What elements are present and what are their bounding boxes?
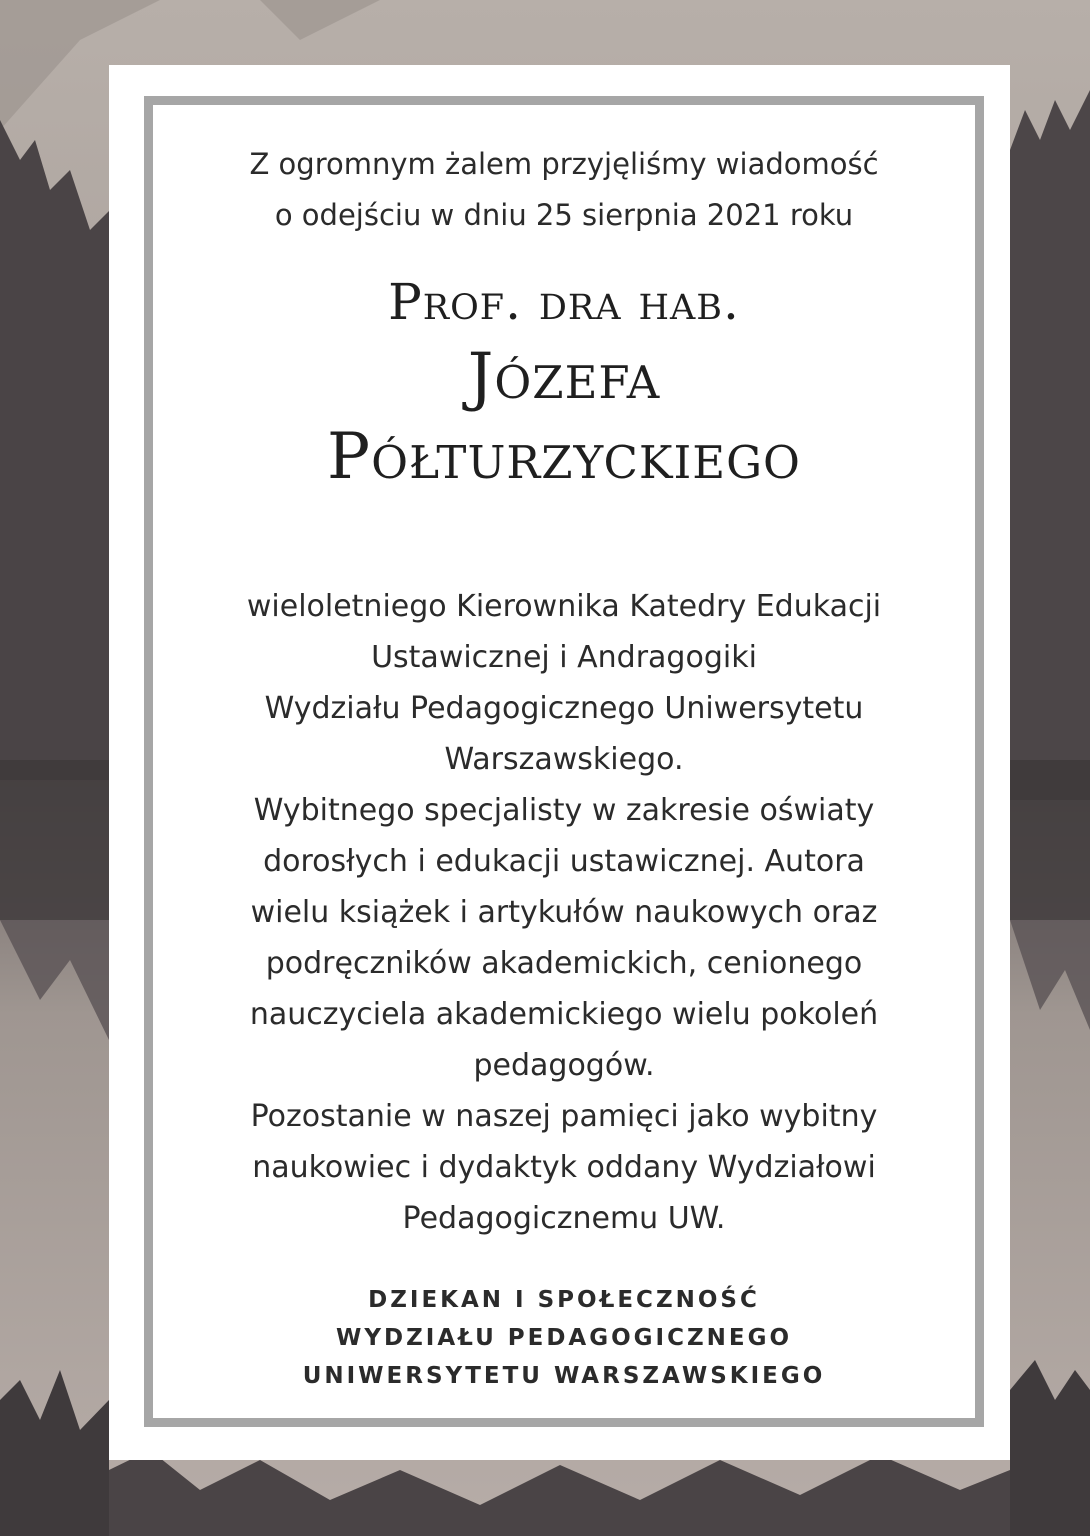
intro-line: Z ogromnym żalem przyjęliśmy wiadomość [249,147,879,181]
intro-line: o odejściu w dniu 25 sierpnia 2021 roku [274,198,854,232]
last-name: Półturzyckiego [327,420,801,494]
academic-title: Prof. dra hab. [388,273,740,331]
signature-line: WYDZIAŁU PEDAGOGICZNEGO [335,1325,793,1351]
body-line: Ustawicznej i Andragogiki [371,640,757,675]
body-line: Wydziału Pedagogicznego Uniwersytetu [264,691,864,726]
signature-line: DZIEKAN I SPOŁECZNOŚĆ [368,1287,760,1313]
body-line: podręczników akademickich, cenionego [265,946,863,981]
body-line: Warszawskiego. [444,742,684,777]
body-line: naukowiec i dydaktyk oddany Wydziałowi [252,1150,876,1185]
body-line: nauczyciela akademickiego wielu pokoleń [249,997,879,1032]
signature-block [149,1281,979,1395]
body-line: Pozostanie w naszej pamięci jako wybitny [250,1099,878,1134]
body-line: Pedagogicznemu UW. [402,1201,726,1236]
obituary-card [109,65,1010,1460]
deceased-name [149,267,979,497]
first-name: Józefa [467,340,661,414]
body-line: dorosłych i edukacji ustawicznej. Autora [263,844,865,879]
body-line: wieloletniego Kierownika Katedry Edukacji [246,589,882,624]
body-line: Wybitnego specjalisty w zakresie oświaty [253,793,875,828]
obituary-body [159,581,969,1244]
body-line: wielu książek i artykułów naukowych oraz [250,895,878,930]
signature-line: UNIWERSYTETU WARSZAWSKIEGO [302,1363,826,1389]
intro-text [169,139,959,241]
body-line: pedagogów. [473,1048,655,1083]
